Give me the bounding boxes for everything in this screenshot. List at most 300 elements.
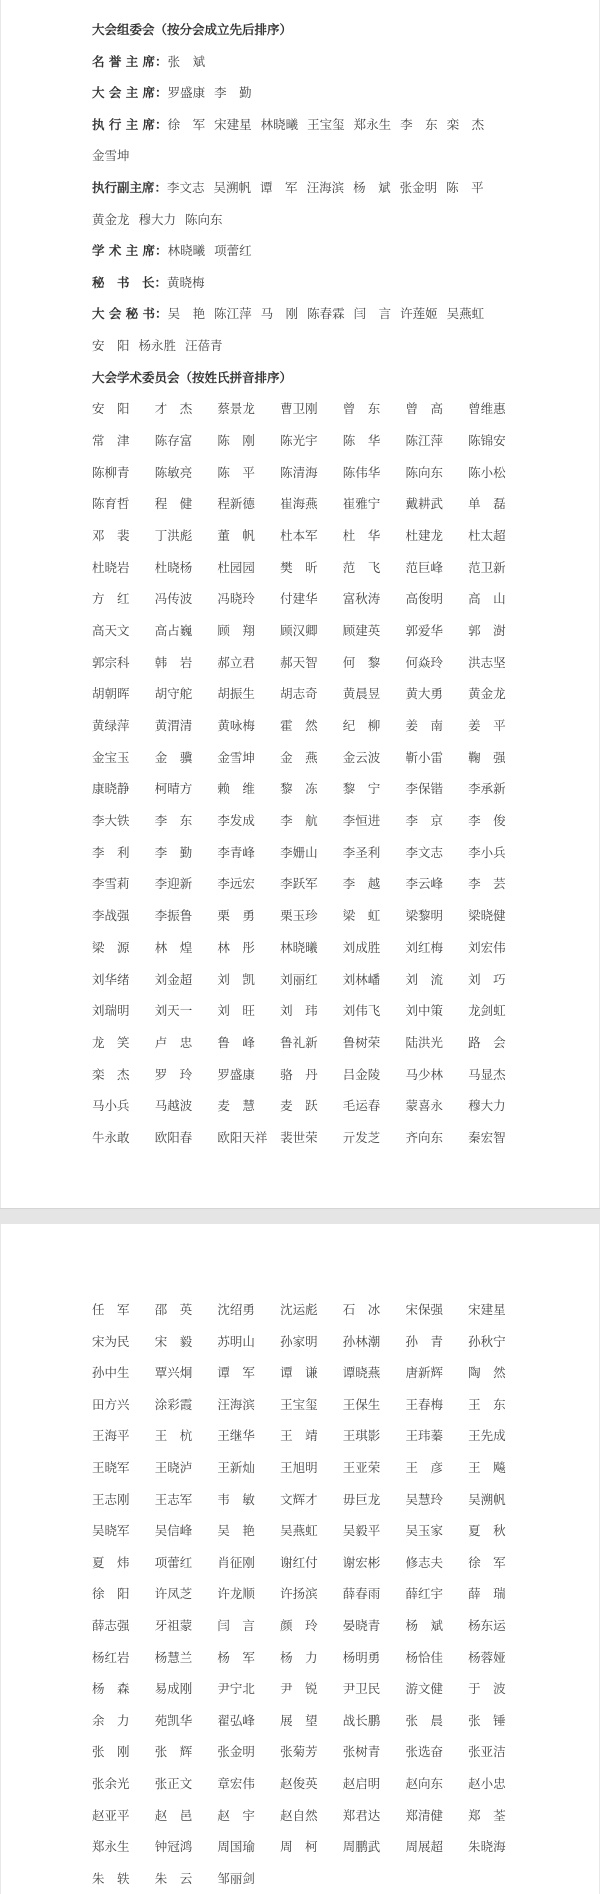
committee-member-name: 吴燕虹	[280, 1523, 318, 1539]
committee-member-name: 钟冠鸿	[154, 1839, 193, 1855]
role-member-name: 林晓曦	[260, 116, 299, 132]
committee-member-name: 高天文	[92, 622, 130, 638]
committee-member-name: 沈绍勇	[217, 1302, 255, 1317]
committee-member-name: 宋保强	[405, 1302, 443, 1317]
committee-member-name: 项蕾红	[154, 1554, 193, 1570]
committee-member-name: 尹宁北	[217, 1681, 255, 1697]
role-member-name: 安 阳	[92, 337, 130, 353]
committee-member-name: 苑凯华	[154, 1712, 193, 1728]
committee-member-name: 谭晓燕	[342, 1365, 381, 1381]
committee-member-name: 苏明山	[217, 1333, 255, 1349]
role-member-name: 金雪坤	[92, 148, 130, 164]
committee-member-name: 范卫新	[468, 559, 506, 575]
committee-member-name: 单 磊	[468, 496, 506, 512]
committee-member-name: 纪 柳	[342, 718, 381, 733]
committee-member-name: 鞠 强	[468, 749, 506, 765]
committee-member-name: 陈 平	[217, 464, 255, 480]
role-member-name: 黄金龙	[92, 211, 130, 227]
committee-member-name: 韦 敏	[217, 1491, 255, 1507]
committee-member-name: 靳小雷	[405, 749, 443, 765]
committee-member-name: 赵俊英	[280, 1775, 318, 1791]
role-member-name: 张金明	[399, 179, 438, 195]
role-member-name: 汪海滨	[306, 179, 345, 195]
committee-member-name: 黎 宁	[342, 781, 381, 797]
role-member-name: 王宝玺	[307, 116, 345, 132]
committee-member-name: 谭 军	[217, 1365, 255, 1381]
committee-member-name: 张 锤	[468, 1712, 506, 1728]
committee-member-name: 黄渭清	[154, 718, 193, 733]
committee-member-name: 赖 维	[217, 781, 255, 797]
committee-member-name: 蒙喜永	[405, 1098, 443, 1114]
committee-member-name: 胡朝晖	[92, 686, 130, 702]
committee-member-name: 马越波	[154, 1098, 193, 1114]
role-member-name: 许莲姬	[400, 306, 438, 322]
committee-member-name: 孙 青	[405, 1333, 443, 1349]
committee-member-name: 余 力	[92, 1712, 130, 1728]
committee-member-name: 李发成	[217, 813, 255, 829]
role-member-name: 张 斌	[167, 53, 206, 69]
committee-member-name: 翟弘峰	[217, 1712, 255, 1728]
committee-member-name: 李 利	[92, 844, 130, 860]
committee-member-name: 范巨峰	[405, 559, 443, 575]
committee-member-name: 洪志坚	[468, 654, 506, 670]
committee-member-name: 李保锴	[405, 781, 443, 797]
role-label: 执行副主席：	[92, 179, 168, 195]
committee-member-name: 刘红梅	[405, 939, 443, 955]
role-member-name: 汪蓓青	[185, 337, 223, 353]
committee-member-name: 常 津	[92, 432, 130, 448]
committee-member-name: 王保生	[342, 1396, 381, 1412]
committee-member-name: 邓 裴	[92, 527, 130, 543]
role-label: 名 誉 主 席：	[92, 53, 168, 69]
committee-member-name: 赵 邑	[154, 1807, 193, 1823]
committee-member-name: 刘瑞明	[92, 1003, 130, 1019]
committee-member-name: 曾 高	[405, 401, 443, 417]
committee-member-name: 唐新辉	[405, 1365, 443, 1381]
committee-member-name: 胡振生	[217, 686, 255, 702]
committee-member-name: 黄咏梅	[217, 718, 255, 733]
committee-member-name: 朱 云	[154, 1870, 193, 1886]
committee-member-name: 霍 然	[280, 718, 318, 733]
page-edge-left	[0, 1224, 1, 1894]
role-member-name: 吴溯帆	[213, 179, 252, 195]
role-member-name: 宋建星	[214, 116, 252, 132]
committee-member-name: 赵自然	[280, 1807, 318, 1823]
committee-member-name: 陈敏亮	[154, 464, 193, 480]
committee-member-name: 尹卫民	[342, 1681, 381, 1697]
committee-member-name: 杨蓉娅	[468, 1649, 506, 1665]
role-line	[92, 330, 542, 362]
committee-member-name: 毋巨龙	[342, 1491, 381, 1507]
committee-member-name: 李 芸	[468, 876, 506, 892]
committee-member-name: 夏 炜	[92, 1554, 130, 1570]
committee-member-name: 张 辉	[154, 1744, 193, 1760]
committee-member-name: 龙 笑	[92, 1034, 130, 1050]
committee-member-name: 胡志奇	[280, 686, 318, 702]
role-member-name: 闫 言	[353, 306, 392, 322]
committee-member-name: 陈 刚	[217, 432, 255, 448]
committee-member-name: 朱晓海	[468, 1839, 506, 1855]
committee-member-name: 孙中生	[92, 1365, 130, 1381]
committee-member-name: 李恒进	[342, 813, 381, 829]
committee-member-name: 刘伟飞	[342, 1003, 381, 1019]
committee-member-name: 王宝玺	[280, 1396, 318, 1412]
committee-member-name: 康晓静	[92, 781, 130, 797]
committee-member-name: 王 彦	[405, 1459, 443, 1475]
role-member-name: 穆大力	[138, 211, 177, 227]
role-line	[92, 109, 542, 141]
committee-member-name: 薛志强	[92, 1617, 130, 1633]
committee-member-name: 杨东运	[468, 1617, 506, 1633]
committee-member-name: 颜 玲	[280, 1617, 318, 1633]
committee-member-name: 张正文	[154, 1775, 193, 1791]
committee-member-name: 付建华	[280, 591, 318, 607]
committee-member-name: 展 望	[280, 1712, 318, 1728]
committee-member-name: 吴溯帆	[468, 1491, 506, 1507]
role-label: 执 行 主 席：	[92, 116, 168, 132]
committee-member-name: 王 杭	[154, 1428, 193, 1444]
committee-member-name: 王先成	[468, 1428, 506, 1444]
role-member-name: 谭 军	[260, 179, 298, 195]
committee-member-name: 冯晓玲	[217, 591, 255, 607]
committee-member-name: 闫 言	[217, 1617, 255, 1633]
role-member-name: 陈向东	[185, 211, 223, 227]
committee-member-name: 李大铁	[92, 813, 130, 829]
committee-member-name: 方 红	[92, 591, 130, 607]
role-line	[92, 77, 542, 109]
role-member-name: 陈 平	[446, 179, 484, 195]
page-1-content	[92, 14, 542, 1154]
committee-member-name: 陈柳青	[92, 464, 130, 480]
role-member-name: 马 刚	[260, 306, 299, 322]
role-line	[92, 235, 542, 267]
committee-member-name: 范 飞	[342, 559, 381, 575]
committee-member-name: 汪海滨	[217, 1396, 255, 1412]
academic-committee-names-part-1	[92, 393, 542, 1154]
role-member-name: 罗盛康	[167, 85, 206, 101]
committee-member-name: 龙剑虹	[468, 1003, 506, 1019]
committee-member-name: 栗玉珍	[280, 908, 318, 924]
committee-member-name: 石 冰	[342, 1302, 381, 1317]
committee-member-name: 郭爱华	[405, 622, 443, 638]
committee-member-name: 才 杰	[154, 401, 193, 417]
role-member-name: 李 勤	[214, 85, 252, 101]
role-member-name: 郑永生	[353, 116, 392, 132]
committee-member-name: 郭宗科	[92, 654, 130, 670]
role-member-name: 陈江萍	[214, 306, 252, 322]
committee-member-name: 陈江萍	[405, 432, 443, 448]
committee-member-name: 鲁 峰	[217, 1034, 255, 1050]
committee-member-name: 王 东	[468, 1396, 506, 1412]
role-member-name: 李文志	[167, 179, 205, 195]
committee-member-name: 刘 巧	[468, 971, 506, 987]
page-edge-left	[0, 0, 1, 1216]
committee-member-name: 裴世荣	[280, 1129, 318, 1145]
committee-member-name: 王晓军	[92, 1459, 130, 1475]
committee-member-name: 柯晴方	[154, 781, 193, 797]
committee-member-name: 王志军	[154, 1491, 193, 1507]
committee-member-name: 金雪坤	[217, 749, 255, 765]
committee-member-name: 杨恰佳	[405, 1649, 443, 1665]
committee-member-name: 赵 宇	[217, 1807, 255, 1823]
committee-member-name: 任 军	[92, 1302, 130, 1317]
committee-member-name: 毛运春	[342, 1098, 381, 1114]
committee-member-name: 梁黎明	[405, 908, 443, 924]
committee-member-name: 陈光宇	[280, 432, 318, 448]
committee-member-name: 陈锦安	[468, 432, 506, 448]
committee-member-name: 杨 军	[217, 1649, 255, 1665]
committee-member-name: 欧阳天祥	[217, 1129, 268, 1145]
committee-member-name: 欧阳春	[154, 1129, 193, 1145]
committee-member-name: 林 煌	[154, 939, 193, 955]
committee-member-name: 陈清海	[280, 464, 318, 480]
committee-member-name: 夏 秋	[468, 1523, 506, 1539]
committee-member-name: 陈小松	[468, 464, 506, 480]
committee-member-name: 刘丽红	[280, 971, 318, 987]
committee-member-name: 王玮蓁	[405, 1428, 443, 1444]
document-page-2	[0, 1224, 600, 1894]
committee-member-name: 路 会	[468, 1034, 506, 1050]
committee-member-name: 杜晓岩	[92, 559, 130, 575]
committee-member-name: 修志夫	[405, 1554, 443, 1570]
committee-member-name: 卢 忠	[154, 1034, 193, 1050]
committee-member-name: 吴毅平	[342, 1523, 381, 1539]
committee-member-name: 黄金龙	[468, 686, 506, 702]
committee-member-name: 杨慧兰	[154, 1649, 193, 1665]
committee-member-name: 孙林潮	[342, 1333, 381, 1349]
committee-member-name: 肖征刚	[217, 1554, 255, 1570]
committee-member-name: 李姗山	[280, 844, 318, 860]
committee-member-name: 冯传波	[154, 591, 193, 607]
committee-member-name: 黄大勇	[405, 686, 443, 702]
committee-member-name: 李云峰	[405, 876, 443, 892]
committee-member-name: 吴慧玲	[405, 1491, 443, 1507]
committee-member-name: 王晓泸	[154, 1459, 193, 1475]
committee-member-name: 涂彩霞	[154, 1396, 193, 1412]
committee-member-name: 李小兵	[468, 844, 506, 860]
role-line	[92, 172, 542, 204]
committee-member-name: 李 俊	[468, 813, 506, 829]
organizing-committee-title: 大会组委会（按分会成立先后排序）	[92, 22, 293, 37]
committee-member-name: 张选奋	[405, 1744, 443, 1760]
committee-member-name: 杜建龙	[405, 527, 443, 543]
committee-member-name: 李承新	[468, 781, 506, 797]
committee-member-name: 曹卫刚	[280, 401, 318, 417]
committee-member-name: 程新德	[217, 496, 255, 512]
committee-member-name: 孙家明	[280, 1333, 318, 1349]
committee-member-name: 马小兵	[92, 1098, 130, 1114]
committee-member-name: 宋 毅	[154, 1333, 193, 1349]
committee-member-name: 何焱玲	[405, 654, 443, 670]
role-member-name: 杨 斌	[353, 179, 391, 195]
committee-member-name: 董 帆	[217, 527, 255, 543]
committee-member-name: 邵 英	[154, 1302, 193, 1317]
committee-member-name: 富秋涛	[342, 591, 381, 607]
committee-member-name: 李 东	[154, 813, 193, 829]
committee-member-name: 金宝玉	[92, 749, 130, 765]
committee-member-name: 麦 慧	[217, 1098, 255, 1114]
committee-member-name: 李跃军	[280, 876, 318, 892]
committee-member-name: 戴耕武	[405, 496, 443, 512]
committee-member-name: 吴晓军	[92, 1523, 130, 1539]
committee-member-name: 李迎新	[154, 876, 193, 892]
committee-member-name: 林晓曦	[280, 939, 318, 955]
committee-member-name: 张 刚	[92, 1744, 130, 1760]
organizing-committee-roles	[92, 46, 542, 362]
committee-member-name: 吴 艳	[217, 1523, 255, 1539]
committee-member-name: 刘宏伟	[468, 939, 506, 955]
committee-member-name: 齐向东	[405, 1129, 443, 1145]
committee-member-name: 杨 力	[280, 1649, 318, 1665]
committee-member-name: 胡守舵	[154, 686, 193, 702]
committee-member-name: 徐 阳	[92, 1586, 130, 1602]
committee-member-name: 顾 翔	[217, 622, 255, 638]
role-member-name: 吴燕虹	[446, 306, 485, 322]
role-label: 大 会 主 席：	[92, 85, 168, 101]
committee-member-name: 黎 冻	[280, 781, 318, 797]
committee-member-name: 郑清健	[405, 1807, 443, 1823]
committee-member-name: 张余光	[92, 1775, 130, 1791]
role-line	[92, 298, 542, 330]
committee-member-name: 王旭明	[280, 1459, 318, 1475]
committee-member-name: 郑永生	[92, 1839, 130, 1855]
committee-member-name: 赵小忠	[468, 1775, 506, 1791]
committee-member-name: 刘金超	[154, 971, 193, 987]
committee-member-name: 安 阳	[92, 401, 130, 417]
committee-member-name: 吕金陵	[342, 1066, 381, 1082]
committee-member-name: 杜 华	[342, 527, 381, 543]
committee-member-name: 李 越	[342, 876, 381, 892]
committee-member-name: 顾汉卿	[280, 622, 318, 638]
committee-member-name: 陶 然	[468, 1365, 506, 1381]
committee-member-name: 于 波	[468, 1681, 506, 1697]
committee-member-name: 杨明勇	[342, 1649, 381, 1665]
committee-member-name: 李文志	[405, 844, 443, 860]
committee-member-name: 谢宏彬	[342, 1554, 381, 1570]
committee-member-name: 章宏伟	[217, 1775, 255, 1791]
committee-member-name: 王 飚	[468, 1459, 506, 1475]
committee-member-name: 金云波	[342, 749, 381, 765]
committee-member-name: 周鹏武	[342, 1839, 381, 1855]
committee-member-name: 丁洪彪	[154, 527, 193, 543]
role-member-name: 徐 军	[167, 116, 206, 132]
committee-member-name: 鲁礼新	[280, 1034, 318, 1050]
committee-member-name: 杨红岩	[92, 1649, 130, 1665]
committee-member-name: 王新灿	[217, 1459, 255, 1475]
committee-member-name: 朱 轶	[92, 1870, 130, 1886]
role-member-name: 杨永胜	[138, 337, 177, 353]
committee-member-name: 姜 南	[405, 718, 443, 733]
committee-member-name: 陈伟华	[342, 464, 381, 480]
role-member-name: 栾 杰	[446, 116, 485, 132]
committee-member-name: 李 勤	[154, 844, 193, 860]
committee-member-name: 孙秋宁	[468, 1333, 506, 1349]
committee-member-name: 刘 玮	[280, 1003, 318, 1019]
committee-member-name: 顾建英	[342, 622, 381, 638]
committee-member-name: 赵向东	[405, 1775, 443, 1791]
committee-member-name: 晏晓青	[342, 1617, 381, 1633]
committee-member-name: 崔海燕	[280, 496, 318, 512]
committee-member-name: 沈运彪	[280, 1302, 318, 1317]
committee-member-name: 赵亚平	[92, 1807, 130, 1823]
committee-member-name: 林 彤	[217, 939, 255, 955]
committee-member-name: 樊 昕	[280, 559, 318, 575]
committee-member-name: 陈向东	[405, 464, 443, 480]
committee-member-name: 薛 瑞	[468, 1586, 506, 1602]
committee-member-name: 李 航	[280, 813, 318, 829]
role-line	[92, 204, 542, 236]
committee-member-name: 杜本军	[280, 527, 318, 543]
committee-member-name: 薛红宇	[405, 1586, 443, 1602]
committee-member-name: 宋建星	[468, 1302, 506, 1317]
committee-member-name: 刘 凯	[217, 971, 255, 987]
role-line	[92, 46, 542, 78]
committee-member-name: 马显杰	[468, 1066, 506, 1082]
role-label: 大 会 秘 书：	[92, 306, 168, 322]
committee-member-name: 王春梅	[405, 1396, 443, 1412]
committee-member-name: 刘华绪	[92, 971, 130, 987]
committee-member-name: 王亚荣	[342, 1459, 381, 1475]
committee-member-name: 罗盛康	[217, 1066, 255, 1082]
committee-member-name: 李圣利	[342, 844, 381, 860]
committee-member-name: 牙祖蒙	[154, 1617, 193, 1633]
committee-member-name: 郭 澍	[468, 622, 506, 638]
page-2-content	[92, 1294, 542, 1894]
committee-member-name: 刘成胜	[342, 939, 381, 955]
committee-member-name: 梁 源	[92, 939, 130, 955]
committee-member-name: 杜太超	[468, 527, 506, 543]
committee-member-name: 刘林嶓	[342, 971, 381, 987]
committee-member-name: 刘 旺	[217, 1003, 255, 1019]
committee-member-name: 许凤芝	[154, 1586, 193, 1602]
committee-member-name: 骆 丹	[280, 1066, 318, 1082]
committee-member-name: 黄晨昱	[342, 686, 381, 702]
committee-member-name: 游文健	[405, 1681, 443, 1697]
role-member-name: 林晓曦	[167, 243, 206, 259]
committee-member-name: 谭 谦	[280, 1365, 318, 1381]
committee-member-name: 刘 流	[405, 971, 443, 987]
committee-member-name: 栗 勇	[217, 908, 255, 924]
committee-member-name: 马少林	[405, 1066, 443, 1082]
committee-member-name: 郝天智	[280, 654, 318, 670]
role-label: 学 术 主 席：	[92, 243, 168, 259]
committee-member-name: 栾 杰	[92, 1066, 130, 1082]
committee-member-name: 李 京	[405, 813, 443, 829]
committee-member-name: 周国瑜	[217, 1839, 255, 1855]
committee-member-name: 穆大力	[468, 1098, 506, 1114]
academic-committee-names-part-2	[92, 1294, 542, 1894]
committee-member-name: 亓发芝	[342, 1129, 381, 1145]
committee-member-name: 张树青	[342, 1744, 381, 1760]
committee-member-name: 文辉才	[280, 1491, 318, 1507]
committee-member-name: 罗 玲	[154, 1066, 193, 1082]
committee-member-name: 覃兴炯	[154, 1365, 193, 1381]
committee-member-name: 李振鲁	[154, 908, 193, 924]
committee-member-name: 郝立君	[217, 654, 255, 670]
committee-member-name: 杨 斌	[405, 1617, 443, 1633]
committee-member-name: 秦宏智	[468, 1129, 506, 1145]
committee-member-name: 梁 虹	[342, 908, 381, 924]
committee-member-name: 张 晨	[405, 1712, 443, 1728]
role-line	[92, 140, 542, 172]
committee-member-name: 崔雅宁	[342, 496, 381, 512]
committee-member-name: 王海平	[92, 1428, 130, 1444]
committee-member-name: 徐 军	[468, 1554, 506, 1570]
committee-member-name: 曾维惠	[468, 401, 506, 417]
committee-member-name: 张亚洁	[468, 1744, 506, 1760]
committee-member-name: 何 黎	[342, 654, 381, 670]
committee-member-name: 麦 跃	[280, 1098, 318, 1114]
